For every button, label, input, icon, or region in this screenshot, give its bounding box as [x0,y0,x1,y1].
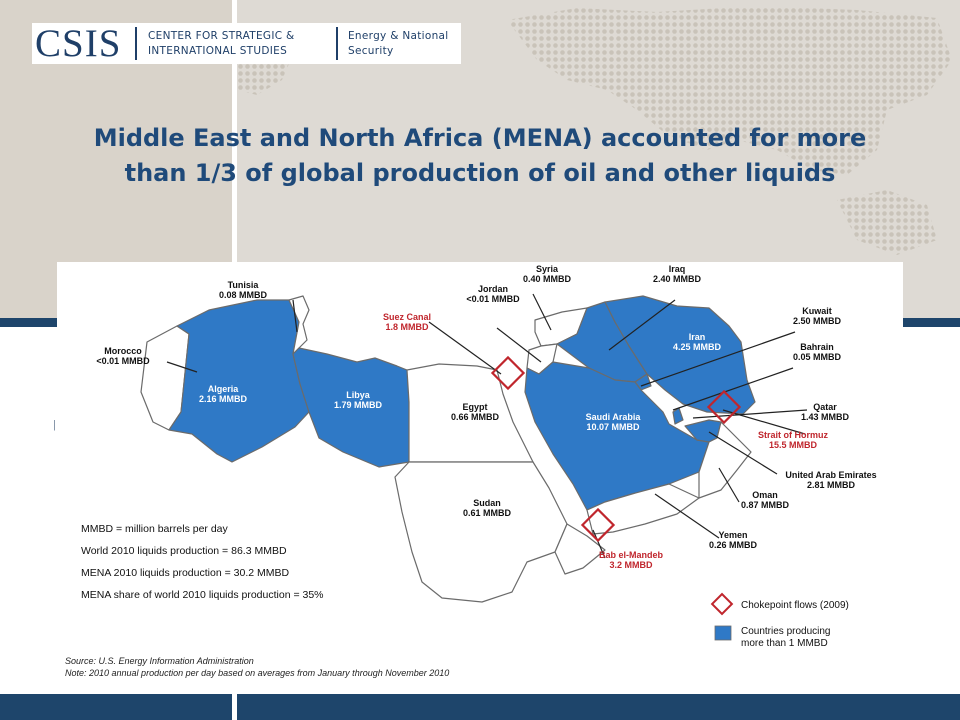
logo-org-line1: CENTER FOR STRATEGIC & [148,30,295,42]
label-bab-value: 3.2 MMBD [609,560,653,570]
label-hormuz-name: Strait of Hormuz [757,430,829,440]
label-libya-name: Libya [346,390,370,400]
label-oman-value: 0.87 MMBD [740,500,790,510]
footer-bar-right [237,694,960,720]
side-mark: | [53,419,56,431]
notes-block [81,523,324,601]
label-algeria-name: Algeria [207,384,239,394]
note-line-3: MENA 2010 liquids production = 30.2 MMBD [81,567,290,579]
label-libya-value: 1.79 MMBD [333,400,383,410]
footer-bar-left [0,694,232,720]
label-saudi-name: Saudi Arabia [585,412,641,422]
label-qatar-name: Qatar [813,402,837,412]
label-sudan-name: Sudan [473,498,501,508]
label-bahrain-value: 0.05 MMBD [792,352,842,362]
logo-org-line2: INTERNATIONAL STUDIES [148,45,288,57]
logo-program-line2: Security [348,45,394,57]
label-qatar-value: 1.43 MMBD [800,412,850,422]
label-iraq-name: Iraq [668,264,686,274]
country-algeria [169,300,309,462]
logo-program-line1: Energy & National [348,30,449,42]
label-yemen-name: Yemen [718,530,748,540]
label-jordan-name: Jordan [477,284,509,294]
slide-title-line1: Middle East and North Africa (MENA) accounted for more [93,124,867,152]
source-block [65,656,449,678]
label-suez-value: 1.8 MMBD [385,322,429,332]
logo-divider-2 [336,27,338,60]
label-bab-name: Bab el-Mandeb [598,550,664,560]
label-morocco-value: <0.01 MMBD [96,356,150,366]
label-algeria-value: 2.16 MMBD [198,394,248,404]
label-egypt-name: Egypt [462,402,488,412]
label-iran-value: 4.25 MMBD [672,342,722,352]
label-kuwait-name: Kuwait [802,306,832,316]
legend-chokepoint-swatch [712,594,732,614]
label-oman-name: Oman [752,490,778,500]
label-syria-value: 0.40 MMBD [522,274,572,284]
legend-producer-label-1: Countries producing [741,626,831,637]
note-line-1: MMBD = million barrels per day [81,523,228,535]
label-syria-name: Syria [535,264,559,274]
label-kuwait-value: 2.50 MMBD [792,316,842,326]
label-hormuz-value: 15.5 MMBD [768,440,818,450]
note-line-4: MENA share of world 2010 liquids production = 35% [81,589,324,601]
source-line: Source: U.S. Energy Information Administration [65,656,254,666]
mena-map [57,262,903,688]
country-qatar [673,408,683,424]
label-jordan-value: <0.01 MMBD [466,294,520,304]
legend-producer-swatch [715,626,731,640]
label-egypt-value: 0.66 MMBD [450,412,500,422]
legend-chokepoint-label: Chokepoint flows (2009) [741,600,849,611]
csis-logo[interactable] [32,23,461,64]
label-uae-name: United Arab Emirates [785,470,877,480]
label-morocco-name: Morocco [104,346,142,356]
legend-producer-label-2: more than 1 MMBD [741,638,828,649]
country-sudan [395,462,567,602]
label-tunisia-name: Tunisia [227,280,259,290]
label-yemen-value: 0.26 MMBD [708,540,758,550]
label-tunisia-value: 0.08 MMBD [218,290,268,300]
label-bahrain-name: Bahrain [800,342,834,352]
label-saudi-value: 10.07 MMBD [586,422,640,432]
label-sudan-value: 0.61 MMBD [462,508,512,518]
slide-title-line2: than 1/3 of global production of oil and other liquids [124,159,836,187]
note-line-2: World 2010 liquids production = 86.3 MMBD [81,545,287,557]
label-uae-value: 2.81 MMBD [806,480,856,490]
slide-title [20,121,940,191]
label-iraq-value: 2.40 MMBD [652,274,702,284]
logo-acronym: CSIS [35,22,122,65]
label-suez-name: Suez Canal [382,312,432,322]
logo-divider [135,27,137,60]
map-legend [712,594,849,649]
source-note-line: Note: 2010 annual production per day based on averages from January through November 2010 [65,668,450,678]
label-iran-name: Iran [688,332,706,342]
